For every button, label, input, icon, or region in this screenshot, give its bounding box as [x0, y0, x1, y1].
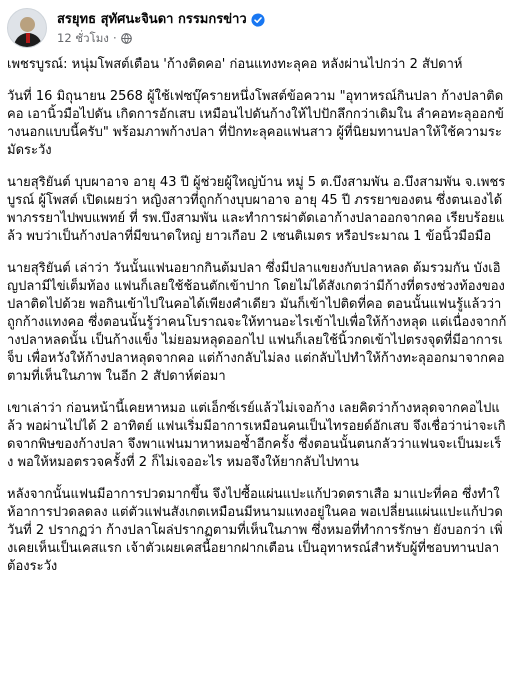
post-header [7, 6, 265, 50]
author-name[interactable]: สรยุทธ สุทัศนะจินดา กรรมกรข่าว [57, 11, 247, 27]
avatar[interactable] [7, 8, 47, 48]
post-timestamp[interactable]: 12 ชั่วโมง [57, 30, 109, 45]
timestamp-row [57, 31, 265, 46]
post-paragraph: นายสุริยันต์ เล่าว่า วันนั้นแฟนอยากกินต้มปลา ซึ่งมีปลาแขยงกับปลาหลด ต้มรวมกัน บังเอิญปลามีไข่เต็มท้อง แฟนก็เลยใช้ช้อนตักเข้าปาก โดยไม่ได้สังเกตว่ามีก้างที่ตรงช่วงท้องของปลาติดไปด้วย พอกินเข้าไปในคอได้เพียงคำเดียว มันก็เข้าไปติดที่คอ ตอนนั้นแฟนรู้แล้วว่า ถูกก้างแทงคอ ซึ่งตอนนั้นรู้ว่าคนโบราณจะให้ทานอะไรเข้าไปเพื่อให้ก้างหลุด แต่เนื่องจากก้างปลาหลดนั้น เป็นก้างแข็ง ไม่ยอมหลุดออกไป แฟนก็เลยใช้นิ้วกดเข้าไปตรงจุดที่มีอาการเจ็บ เพื่อหวังให้ก้างปลาหลุดจากคอ แต่ก้างกลับไม่ลง แต่กลับไปทำให้ก้างทะลุออกมาจากคอตามที่เห็นในภาพ ในอีก 2 สัปดาห์ต่อมา [7, 261, 507, 384]
post-paragraph: เขาเล่าว่า ก่อนหน้านี้เคยหาหมอ แต่เอ็กซ์เรย์แล้วไม่เจอก้าง เลยคิดว่าก้างหลุดจากคอไปแล้ว พอผ่านไปได้ 2 อาทิตย์ แฟนเริ่มมีอาการเหมือนคนเป็นไทรอยด์อักเสบ จึงเชื่อว่าน่าจะเกิดจากพิษของก้างปลา จึงพาแฟนมาหาหมอซ้ำอีกครั้ง ซึ่งตอนนั้นตนกลัวว่าแฟนจะเป็นมะเร็ง พอให้หมอตรวจครั้งที่ 2 ก็ไม่เจออะไร หมอจึงให้ยากลับไปทาน [7, 401, 506, 470]
post-body [7, 56, 507, 590]
author-row [57, 11, 265, 29]
globe-icon[interactable] [121, 33, 132, 44]
post-paragraph-headline: เพชรบูรณ์: หนุ่มโพสต์เตือน 'ก้างติดคอ' ก่อนแทงทะลุคอ หลังผ่านไปกว่า 2 สัปดาห์ [7, 57, 463, 72]
post-paragraph: นายสุริยันต์ บุบผาอาจ อายุ 43 ปี ผู้ช่วยผู้ใหญ่บ้าน หมู่ 5 ต.บึงสามพัน อ.บึงสามพัน จ.เพชรบูรณ์ ผู้โพสต์ เปิดเผยว่า หญิงสาวที่ถูกก้างบุบผาอาจ อายุ 45 ปี ภรรยาของตน ซึ่งตนเองได้พาภรรยาไปพบแพทย์ ที่ รพ.บึงสามพัน และทำการผ่าตัดเอาก้างปลาออกจากคอ เรียบร้อยแล้ว พบว่าเป็นก้างปลาที่มีขนาดใหญ่ ยาวเกือบ 2 เซนติเมตร หรือประมาณ 1 ข้อนิ้วมือมือ [7, 175, 506, 244]
verified-badge-icon [251, 13, 265, 27]
post-meta [57, 11, 265, 46]
post-paragraph: วันที่ 16 มิถุนายน 2568 ผู้ใช้เฟซบุ๊ครายหนึ่งโพสต์ข้อความ "อุทาหรณ์กินปลา ก้างปลาติดคอ เอานิ้วมือไปดัน เกิดการอักเสบ เหมือนไปดันก้างให้ไปปักลึกกว่าเดิมใน ลำคอทะลุออกข้างนอกแบบนี้ครับ" พร้อมภาพก้างปลา ที่ปักทะลุคอแฟนสาว ผู้ที่นิยมทานปลาให้ใช้ความระมัดระวัง [7, 89, 504, 158]
separator-dot: · [112, 31, 117, 45]
post-paragraph: หลังจากนั้นแฟนมีอาการปวดมากขึ้น จึงไปซื้อแผ่นแปะแก้ปวดตราเสือ มาแปะที่คอ ซึ่งทำให้อาการปวดลดลง แต่ตัวแฟนสังเกตเหมือนมีหนามแทงอยู่ในคอ พอเปลี่ยนแผ่นแปะแก้ปวด วันที่ 2 ปรากฏว่า ก้างปลาโผล่ปรากฏตามที่เห็นในภาพ ซึ่งหมอที่ทำการรักษา ยังบอกว่า เพิ่งเคยเห็นเป็นเคสแรก เจ้าตัวเผยเคสนี้อยากฝากเตือน เป็นอุทาหรณ์สำหรับผู้ที่ชอบทานปลาต้องระวัง [7, 487, 503, 574]
